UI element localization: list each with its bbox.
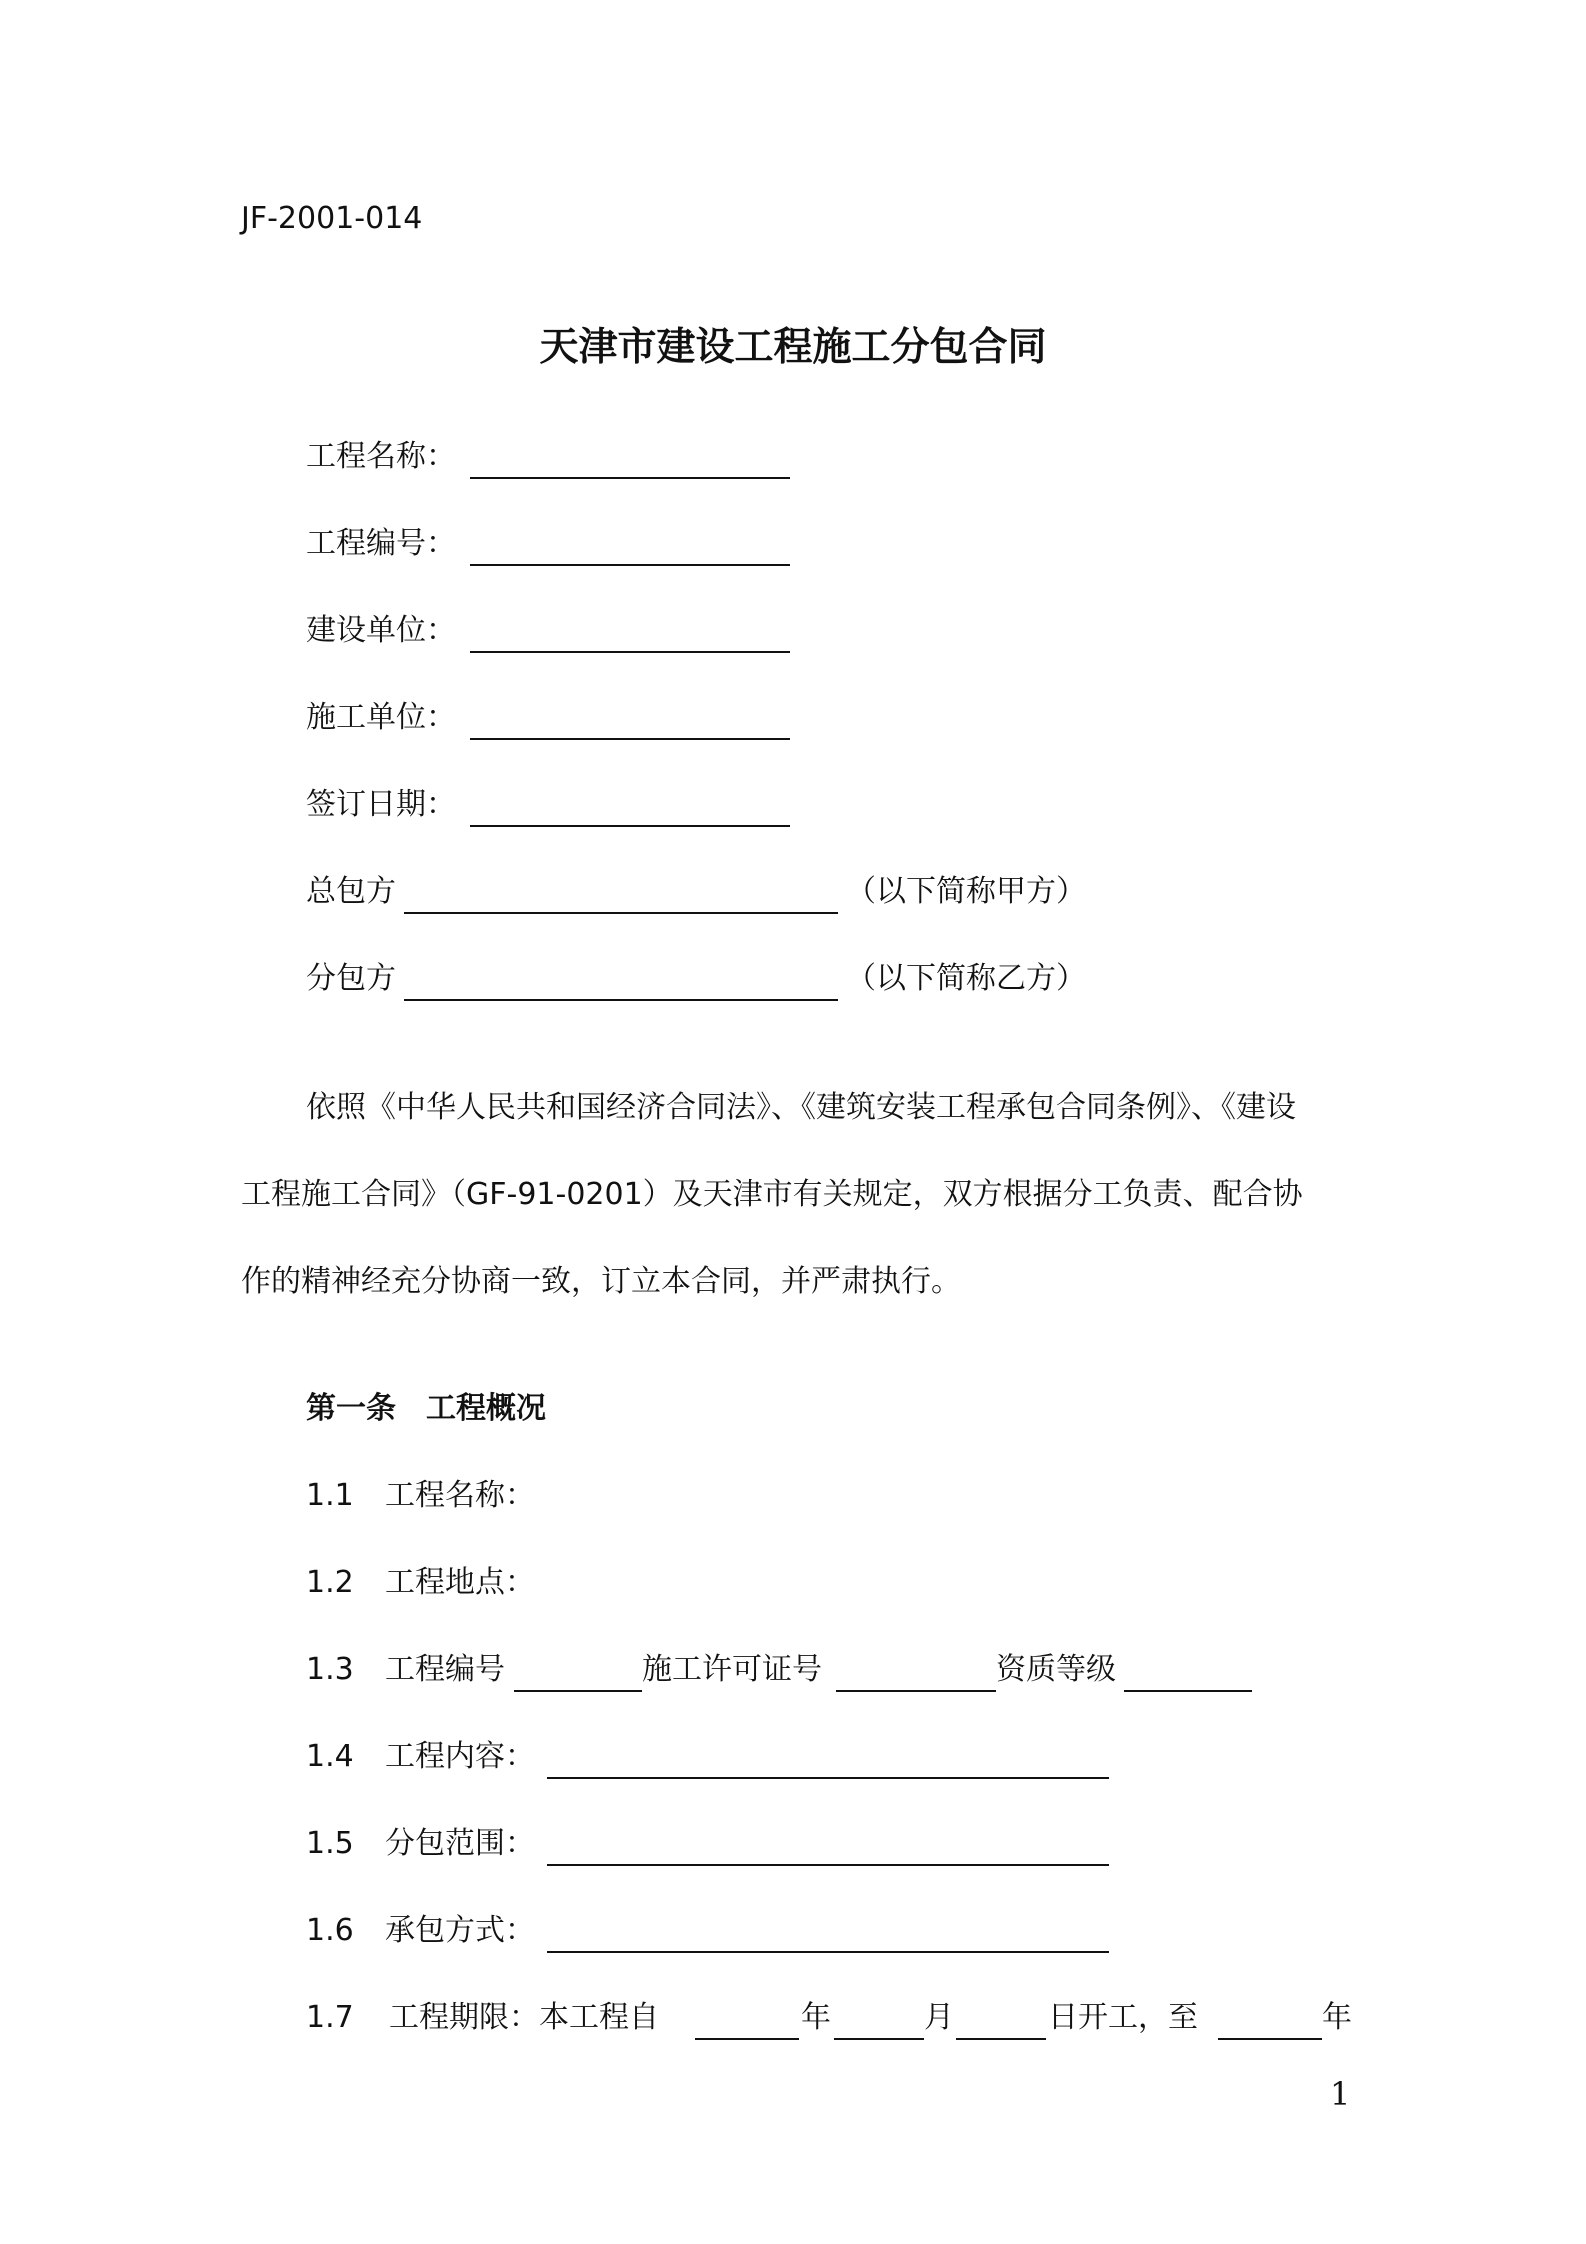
sign-date-blank[interactable]	[470, 825, 790, 827]
constructor-label: 施工单位：	[306, 700, 456, 735]
item-1-4-label: 工程内容：	[385, 1739, 535, 1774]
item-1-7-number: 1.7	[306, 2000, 354, 2035]
item-1-7-end-year-label: 年	[1322, 2000, 1352, 2035]
document-title: 天津市建设工程施工分包合同	[539, 325, 1047, 370]
item-1-5-label: 分包范围：	[385, 1826, 535, 1861]
item-1-4-number: 1.4	[306, 1739, 354, 1774]
page-number: 1	[1330, 2075, 1351, 2113]
sign-date-label: 签订日期：	[306, 787, 456, 822]
subcontractor-blank[interactable]	[404, 999, 838, 1001]
item-1-7-year-label: 年	[801, 2000, 831, 2035]
project-no-blank[interactable]	[470, 564, 790, 566]
general-contractor-label: 总包方	[306, 874, 396, 909]
item-1-3-label-project-no: 工程编号	[385, 1652, 505, 1687]
item-1-3-project-no-blank[interactable]	[514, 1690, 642, 1692]
project-name-label: 工程名称：	[306, 439, 456, 474]
item-1-5-number: 1.5	[306, 1826, 354, 1861]
document-code: JF-2001-014	[241, 201, 423, 236]
item-1-7-day-start-label: 日开工，至	[1048, 2000, 1198, 2035]
item-1-7-month-label: 月	[924, 2000, 954, 2035]
item-1-6-label: 承包方式：	[385, 1913, 535, 1948]
preamble-line-3: 作的精神经充分协商一致，订立本合同，并严肃执行。	[241, 1264, 961, 1299]
constructor-blank[interactable]	[470, 738, 790, 740]
item-1-7-label: 工程期限：本工程自	[389, 2000, 659, 2035]
item-1-7-end-year-blank[interactable]	[1218, 2038, 1322, 2040]
preamble-line-1: 依照《中华人民共和国经济合同法》、《建筑安装工程承包合同条例》、《建设	[306, 1090, 1296, 1125]
item-1-5-blank[interactable]	[547, 1864, 1109, 1866]
item-1-3-qualification-blank[interactable]	[1124, 1690, 1252, 1692]
builder-blank[interactable]	[470, 651, 790, 653]
item-1-6-number: 1.6	[306, 1913, 354, 1948]
item-1-3-permit-no-blank[interactable]	[836, 1690, 996, 1692]
general-contractor-blank[interactable]	[404, 912, 838, 914]
project-name-blank[interactable]	[470, 477, 790, 479]
section-1-heading: 第一条 工程概况	[306, 1391, 546, 1426]
builder-label: 建设单位：	[306, 613, 456, 648]
preamble-line-2: 工程施工合同》（GF-91-0201）及天津市有关规定，双方根据分工负责、配合协	[241, 1177, 1303, 1212]
item-1-3-label-qualification: 资质等级	[996, 1652, 1116, 1687]
item-1-7-start-day-blank[interactable]	[956, 2038, 1046, 2040]
general-contractor-suffix: （以下简称甲方）	[846, 874, 1086, 909]
item-1-3-label-permit-no: 施工许可证号	[642, 1652, 822, 1687]
subcontractor-label: 分包方	[306, 961, 396, 996]
item-1-1-label: 工程名称：	[385, 1478, 535, 1513]
item-1-2-label: 工程地点：	[385, 1565, 535, 1600]
subcontractor-suffix: （以下简称乙方）	[846, 961, 1086, 996]
item-1-1-number: 1.1	[306, 1478, 354, 1513]
project-no-label: 工程编号：	[306, 526, 456, 561]
item-1-6-blank[interactable]	[547, 1951, 1109, 1953]
item-1-7-start-month-blank[interactable]	[834, 2038, 924, 2040]
item-1-3-number: 1.3	[306, 1652, 354, 1687]
item-1-2-number: 1.2	[306, 1565, 354, 1600]
item-1-4-blank[interactable]	[547, 1777, 1109, 1779]
item-1-7-start-year-blank[interactable]	[695, 2038, 799, 2040]
